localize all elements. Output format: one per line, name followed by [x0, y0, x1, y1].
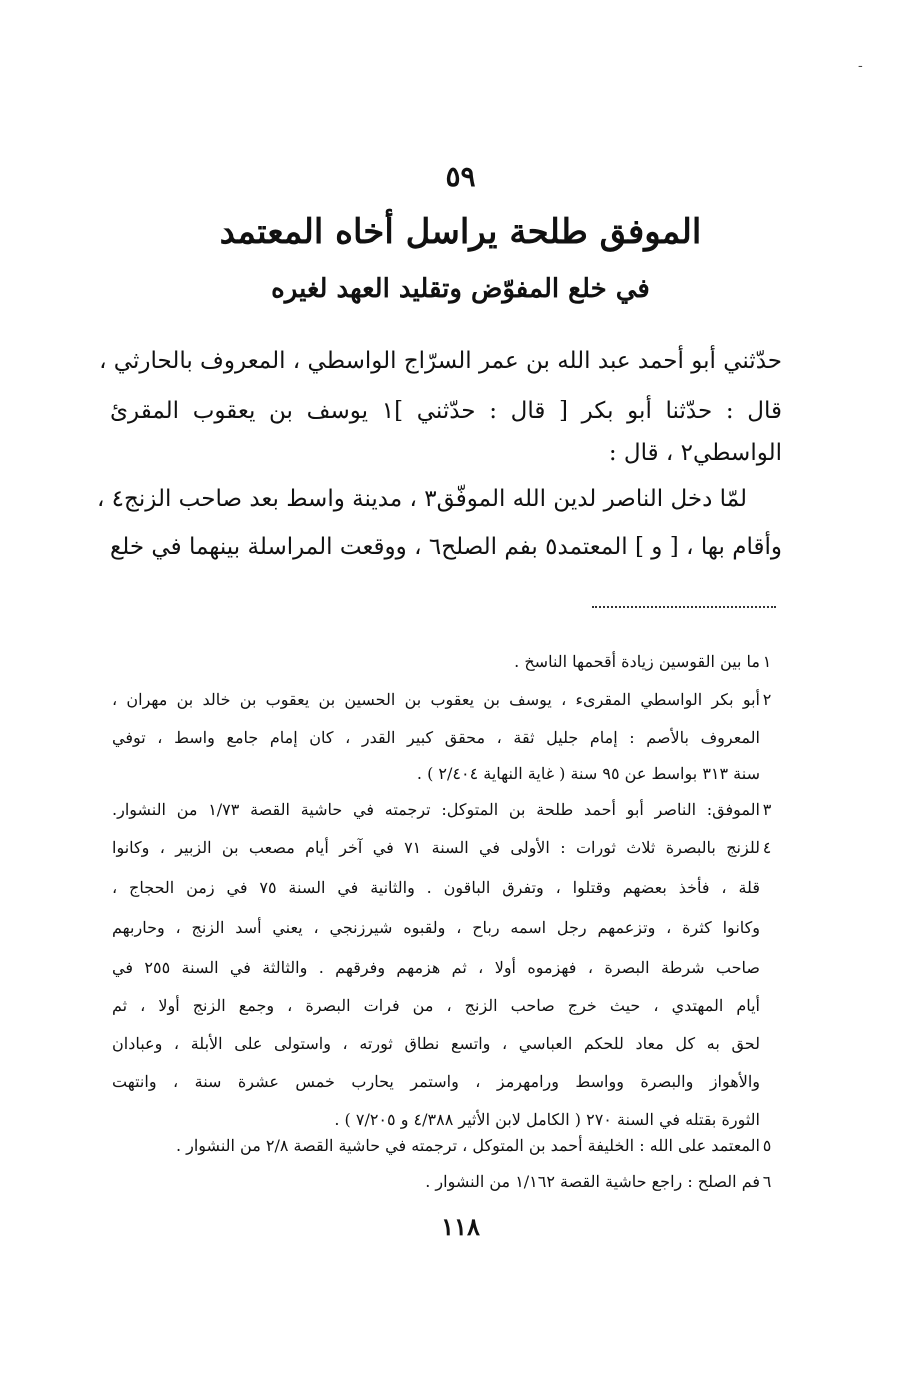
body-line: وأقام بها ، [ و ] المعتمد٥ بفم الصلح٦ ، ووقعت المراسلة بينهما في خلع	[110, 534, 782, 560]
footnote-number: ٣	[762, 800, 772, 819]
footnote-line: الموفق: الناصر أبو أحمد طلحة بن المتوكل: ترجمته في حاشية القصة ١/٧٣ من النشوار.	[112, 800, 760, 819]
story-subtitle: في خلع المفوّض وتقليد العهد لغيره	[271, 274, 650, 304]
body-line: حدّثني أبو أحمد عبد الله بن عمر السرّاج الواسطي ، المعروف بالحارثي ،	[99, 348, 782, 374]
corner-mark: -	[858, 58, 863, 74]
footnote-number: ٦	[762, 1172, 772, 1191]
footnote-line: والأهواز والبصرة وواسط ورامهرمز ، واستمر يحارب خمس عشرة سنة ، وانتهت	[112, 1072, 760, 1091]
footnote-line: وكانوا كثرة ، وتزعمهم رجل اسمه رباح ، ولقبوه شيرزنجي ، يعني أسد الزنج ، وحاربهم	[112, 918, 760, 937]
body-line: الواسطي٢ ، قال :	[608, 440, 782, 466]
footnote-line: صاحب شرطة البصرة ، فهزموه أولا ، ثم هزمهم وفرقهم . والثالثة في السنة ٢٥٥ في	[112, 958, 760, 977]
footnote-line: المعتمد على الله : الخليفة أحمد بن المتوكل ، ترجمته في حاشية القصة ٢/٨ من النشوار .	[175, 1136, 760, 1155]
footnote-line: لحق به كل معاد للحكم العباسي ، واتسع نطاق ثورته ، واستولى على الأبلة ، وعبادان	[112, 1034, 760, 1053]
footnote-number: ٢	[762, 690, 772, 709]
footnote-line: المعروف بالأصم : إمام جليل ثقة ، محقق كبير القدر ، كان إمام جامع واسط ، توفي	[112, 728, 760, 747]
footnote-line: ما بين القوسين زيادة أقحمها الناسخ .	[514, 652, 760, 671]
body-line: قال : حدّثنا أبو بكر [ قال : حدّثني ]١ يوسف بن يعقوب المقرئ	[110, 398, 782, 424]
footnote-line: فم الصلح : راجع حاشية القصة ١/١٦٢ من النشوار .	[425, 1172, 760, 1191]
footnote-line: أيام المهتدي ، حيث خرج صاحب الزنج ، من فرات البصرة ، وجمع الزنج أولا ، ثم	[112, 996, 760, 1015]
footnote-line: أبو بكر الواسطي المقرىء ، يوسف بن يعقوب بن الحسين بن يعقوب بن خالد بن مهران ،	[112, 690, 760, 709]
story-number: ٥٩	[445, 160, 476, 193]
footnote-number: ٤	[762, 838, 772, 857]
footnote-line: الثورة بقتله في السنة ٢٧٠ ( الكامل لابن الأثير ٤/٣٨٨ و ٧/٢٠٥ ) .	[334, 1110, 760, 1129]
footnote-number: ٥	[762, 1136, 772, 1155]
footnote-number: ١	[762, 652, 772, 671]
footnote-separator	[592, 606, 776, 608]
story-title: الموفق طلحة يراسل أخاه المعتمد	[219, 212, 702, 252]
footnote-line: قلة ، فأخذ بعضهم وقتلوا ، وتفرق الباقون . والثانية في السنة ٧٥ في زمن الحجاج ،	[112, 878, 761, 897]
body-line: لمّا دخل الناصر لدين الله الموفّق٣ ، مدينة واسط بعد صاحب الزنج٤ ،	[96, 486, 747, 512]
footnote-line: للزنج بالبصرة ثلاث ثورات : الأولى في السنة ٧١ في آخر أيام مصعب بن الزبير ، وكانوا	[112, 838, 760, 857]
page-number: ١١٨	[441, 1212, 480, 1241]
footnote-line: سنة ٣١٣ بواسط عن ٩٥ سنة ( غاية النهاية ٢/٤٠٤ ) .	[416, 764, 760, 783]
